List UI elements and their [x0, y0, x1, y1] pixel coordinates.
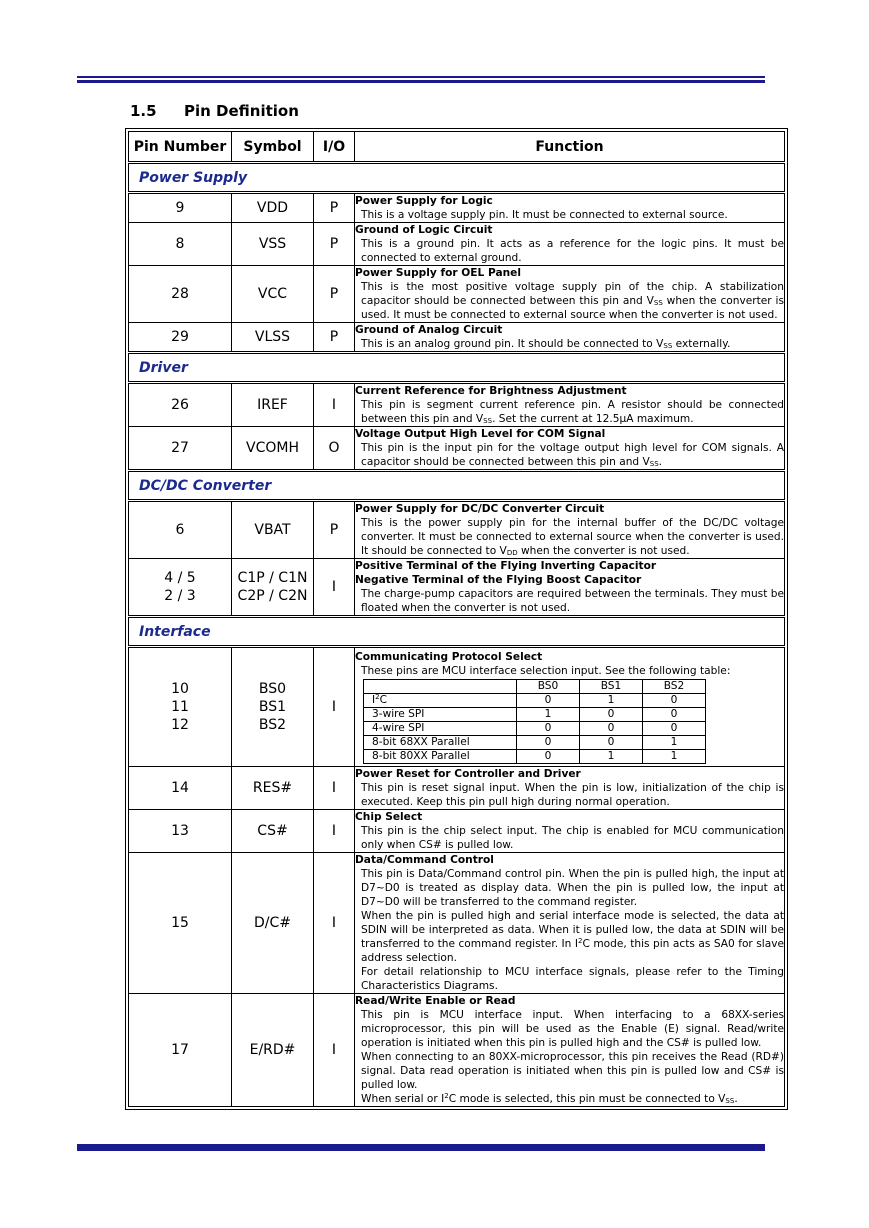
- pin-definition-table: [125, 128, 788, 1110]
- pin-io: I: [314, 767, 355, 810]
- table-row: [129, 853, 785, 994]
- pin-io: P: [314, 223, 355, 266]
- group-label: Interface: [129, 617, 785, 647]
- function-title: Positive Terminal of the Flying Inverting Capacitor: [355, 560, 657, 572]
- interface-mode-name: 8-bit 80XX Parallel: [364, 750, 517, 764]
- pin-function: [355, 810, 785, 853]
- interface-mode-name: 4-wire SPI: [364, 722, 517, 736]
- table-row: [129, 383, 785, 427]
- function-title: Data/Command Control: [355, 854, 494, 866]
- pin-symbol: VLSS: [232, 323, 314, 353]
- function-title: Current Reference for Brightness Adjustment: [355, 385, 627, 397]
- pin-io: P: [314, 266, 355, 323]
- pin-function: [355, 559, 785, 617]
- interface-value: 1: [580, 750, 643, 764]
- section-number: 1.5: [130, 102, 157, 120]
- pin-function: [355, 994, 785, 1107]
- pin-symbol: VCC: [232, 266, 314, 323]
- pin-function: [355, 853, 785, 994]
- interface-col-header: BS2: [643, 680, 706, 694]
- pin-symbol: E/RD#: [232, 994, 314, 1107]
- interface-col-header: BS0: [517, 680, 580, 694]
- pin-io: I: [314, 853, 355, 994]
- interface-value: 1: [643, 750, 706, 764]
- interface-value: 0: [643, 694, 706, 708]
- interface-table-corner: [364, 680, 517, 694]
- pin-symbol: BS0 BS1 BS2: [232, 647, 314, 767]
- function-title: Chip Select: [355, 811, 423, 823]
- interface-value: 0: [580, 708, 643, 722]
- pin-function: [355, 383, 785, 427]
- group-row-interface: [129, 617, 785, 647]
- interface-value: 0: [643, 708, 706, 722]
- interface-value: 0: [517, 736, 580, 750]
- function-title: Ground of Logic Circuit: [355, 224, 493, 236]
- table-row: [129, 810, 785, 853]
- function-description: This pin is the input pin for the voltage output high level for COM signals. A capacitor should be connected between this pin and $V_{SS}$.: [361, 442, 784, 468]
- interface-mode-name: $I^2C$: [364, 694, 517, 708]
- pin-function: [355, 647, 785, 767]
- function-description: This pin is reset signal input. When the pin is low, initialization of the chip is executed. Keep this pin pull high during normal operation.: [361, 782, 784, 808]
- pin-symbol: RES#: [232, 767, 314, 810]
- function-description: This is a voltage supply pin. It must be connected to external source.: [361, 209, 728, 221]
- pin-symbol: D/C#: [232, 853, 314, 994]
- table-row: [129, 767, 785, 810]
- function-description: This is the most positive voltage supply pin of the chip. A stabilization capacitor should be connected between this pin and $V_{SS}$ when the converter is used. It must be connected to external source when the converter is not used.: [361, 281, 784, 321]
- interface-table-row: [364, 722, 706, 736]
- interface-mode-name: 3-wire SPI: [364, 708, 517, 722]
- table-row: [129, 559, 785, 617]
- interface-table-row: [364, 736, 706, 750]
- pin-io: P: [314, 323, 355, 353]
- pin-number: 17: [129, 994, 232, 1107]
- interface-value: 0: [517, 722, 580, 736]
- section-heading: [130, 102, 299, 120]
- interface-value: 0: [517, 694, 580, 708]
- header-io: I/O: [314, 132, 355, 163]
- table-header-row: [129, 132, 785, 163]
- pin-io: I: [314, 647, 355, 767]
- group-row-driver: [129, 353, 785, 383]
- function-description: The charge-pump capacitors are required between the terminals. They must be floated when the converter is not used.: [361, 588, 784, 614]
- table-row: [129, 193, 785, 223]
- pin-io: P: [314, 501, 355, 559]
- group-label: Power Supply: [129, 163, 785, 193]
- interface-value: 0: [643, 722, 706, 736]
- pin-number: 13: [129, 810, 232, 853]
- pin-io: I: [314, 994, 355, 1107]
- function-title: Power Supply for OEL Panel: [355, 267, 521, 279]
- group-label: Driver: [129, 353, 785, 383]
- footer-rule: [77, 1144, 765, 1151]
- interface-col-header: BS1: [580, 680, 643, 694]
- pin-io: I: [314, 383, 355, 427]
- pin-number: 15: [129, 853, 232, 994]
- pin-symbol: CS#: [232, 810, 314, 853]
- table-row: [129, 427, 785, 471]
- table-row: [129, 323, 785, 353]
- pin-number: 27: [129, 427, 232, 471]
- pin-symbol: VDD: [232, 193, 314, 223]
- pin-symbol: VSS: [232, 223, 314, 266]
- pin-symbol: C1P / C1N C2P / C2N: [232, 559, 314, 617]
- table-row: [129, 266, 785, 323]
- interface-table-header: [364, 680, 706, 694]
- pin-function: [355, 501, 785, 559]
- pin-io: I: [314, 810, 355, 853]
- pin-function: [355, 323, 785, 353]
- pin-number: 14: [129, 767, 232, 810]
- interface-select-table: [363, 679, 706, 764]
- function-description: This pin is the chip select input. The chip is enabled for MCU communication only when CS# is pulled low.: [361, 825, 784, 851]
- group-label: DC/DC Converter: [129, 471, 785, 501]
- function-description: This is the power supply pin for the internal buffer of the DC/DC voltage converter. It must be connected to external source when the converter is used. It should be connected to $V_{DD}$ when the converter is not used.: [361, 517, 784, 557]
- function-title: Communicating Protocol Select: [355, 651, 543, 663]
- header-rule: [77, 76, 765, 83]
- function-title: Negative Terminal of the Flying Boost Capacitor: [355, 574, 642, 586]
- table-row: [129, 994, 785, 1107]
- pin-number: 26: [129, 383, 232, 427]
- function-title: Power Reset for Controller and Driver: [355, 768, 581, 780]
- header-pin-number: Pin Number: [129, 132, 232, 163]
- pin-number: 4 / 5 2 / 3: [129, 559, 232, 617]
- pin-io: O: [314, 427, 355, 471]
- group-row-dcdc-converter: [129, 471, 785, 501]
- interface-value: 0: [580, 722, 643, 736]
- header-function: Function: [355, 132, 785, 163]
- function-description: This pin is MCU interface input. When interfacing to a 68XX-series microprocessor, this pin will be used as the Enable (E) signal. Read/write operation is initiated when this pin is pulled high and the CS# is pulled low. When connecting to an 80XX-microprocessor, this pin receives the Read (RD#) signal. Data read operation is initiated when this pin is pulled low and CS# is pulled low. When serial or $I^2C$ mode is selected, this pin must be connected to $V_{SS}$.: [361, 1009, 784, 1105]
- function-description: This pin is segment current reference pin. A resistor should be connected between this pin and $V_{SS}$. Set the current at 12.5μA maximum.: [361, 399, 784, 425]
- interface-value: 0: [517, 750, 580, 764]
- section-title: Pin Definition: [184, 102, 299, 120]
- function-description: This is an analog ground pin. It should be connected to $V_{SS}$ externally.: [361, 338, 731, 350]
- pin-number: 28: [129, 266, 232, 323]
- interface-value: 1: [517, 708, 580, 722]
- pin-number: 29: [129, 323, 232, 353]
- pin-number: 8: [129, 223, 232, 266]
- pin-function: [355, 767, 785, 810]
- pin-symbol: VBAT: [232, 501, 314, 559]
- table-row: [129, 501, 785, 559]
- pin-symbol: IREF: [232, 383, 314, 427]
- function-description: This pin is Data/Command control pin. When the pin is pulled high, the input at D7~D0 is treated as display data. When the pin is pulled low, the input at D7~D0 will be transferred to the command register. When the pin is pulled high and serial interface mode is selected, the data at SDIN will be interpreted as data. When it is pulled low, the data at SDIN will be transferred to the command register. In $I^2C$ mode, this pin acts as SA0 for slave address selection. For detail relationship to MCU interface signals, please refer to the Timing Characteristics Diagrams.: [361, 868, 784, 992]
- function-title: Power Supply for DC/DC Converter Circuit: [355, 503, 605, 515]
- pin-function: [355, 266, 785, 323]
- header-symbol: Symbol: [232, 132, 314, 163]
- pin-io: P: [314, 193, 355, 223]
- pin-number: 9: [129, 193, 232, 223]
- pin-symbol: VCOMH: [232, 427, 314, 471]
- function-title: Power Supply for Logic: [355, 195, 493, 207]
- function-title: Ground of Analog Circuit: [355, 324, 503, 336]
- table-row: [129, 223, 785, 266]
- function-description: These pins are MCU interface selection input. See the following table:: [361, 665, 731, 677]
- table-row: [129, 647, 785, 767]
- function-title: Read/Write Enable or Read: [355, 995, 516, 1007]
- interface-table-row: [364, 694, 706, 708]
- pin-function: [355, 223, 785, 266]
- group-row-power-supply: [129, 163, 785, 193]
- pin-number: 10 11 12: [129, 647, 232, 767]
- pin-io: I: [314, 559, 355, 617]
- interface-value: 1: [580, 694, 643, 708]
- pin-number: 6: [129, 501, 232, 559]
- function-title: Voltage Output High Level for COM Signal: [355, 428, 606, 440]
- interface-table-row: [364, 750, 706, 764]
- interface-table-row: [364, 708, 706, 722]
- pin-function: [355, 193, 785, 223]
- interface-value: 1: [643, 736, 706, 750]
- interface-mode-name: 8-bit 68XX Parallel: [364, 736, 517, 750]
- interface-value: 0: [580, 736, 643, 750]
- pin-function: [355, 427, 785, 471]
- function-description: This is a ground pin. It acts as a reference for the logic pins. It must be connected to external ground.: [361, 238, 784, 264]
